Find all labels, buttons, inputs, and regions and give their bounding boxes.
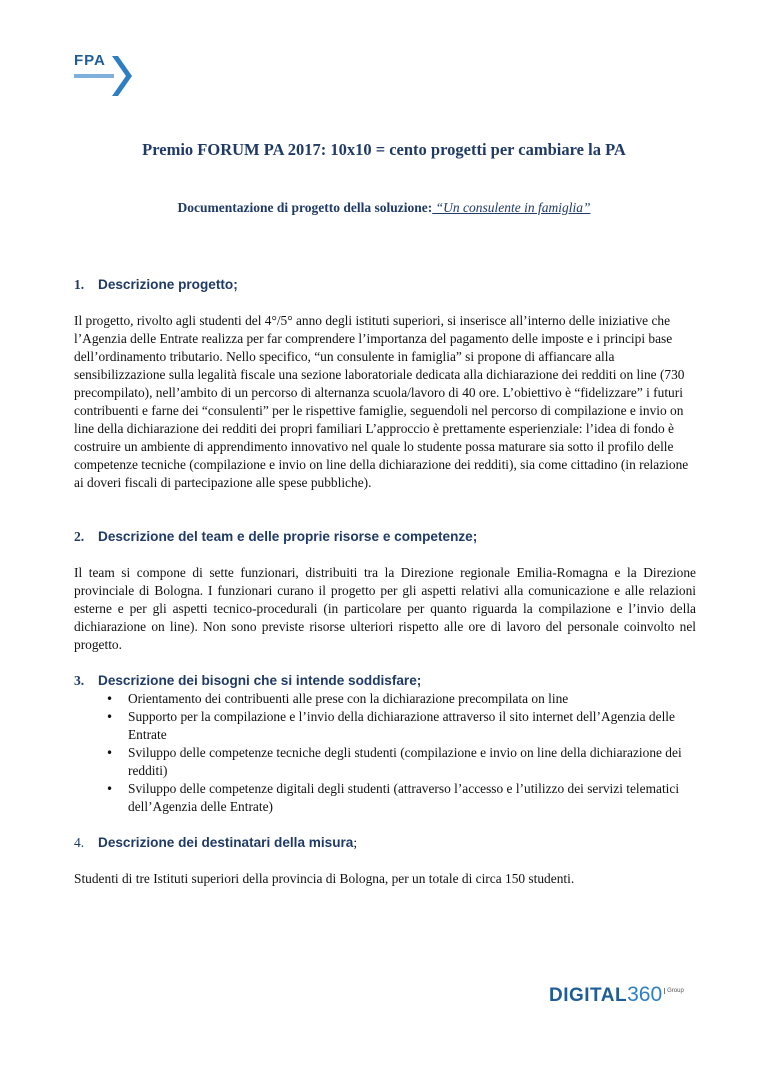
needs-list xyxy=(74,690,696,816)
section-2-paragraph: Il team si compone di sette funzionari, distribuiti tra la Direzione regionale Emilia-Romagna e la Direzione provinciale di Bologna. I funzionari curano il progetto per gli aspetti relativi alla comunicazione e alle relazioni esterne e per gli aspetti tecnico-procedurali (in particolare per quanto riguarda la compilazione e l’invio della dichiarazione on line). Non sono previste risorse ulteriori rispetto alle ore di lavoro del personale coinvolto nel progetto. xyxy=(74,565,696,652)
page-subtitle xyxy=(0,200,768,216)
list-item: • Orientamento dei contribuenti alle prese con la dichiarazione precompilata on line xyxy=(128,690,696,708)
fpa-logo xyxy=(74,52,136,96)
brand-main: DIGITAL xyxy=(549,985,628,1006)
section-4-heading: 4. Descrizione dei destinatari della misura; xyxy=(74,835,358,850)
list-item: • Supporto per la compilazione e l’invio della dichiarazione attraverso il sito internet dell’Agenzia delle Entrate xyxy=(128,708,696,744)
page-title: Premio FORUM PA 2017: 10x10 = cento progetti per cambiare la PA xyxy=(142,140,626,159)
list-item: • Sviluppo delle competenze tecniche degli studenti (compilazione e invio on line della dichiarazione dei redditi) xyxy=(128,744,696,780)
fpa-logo-text: FPA xyxy=(74,52,106,69)
section-3-heading: 3. Descrizione dei bisogni che si intende soddisfare; xyxy=(74,673,422,688)
list-item: • Sviluppo delle competenze digitali degli studenti (attraverso l’accesso e l’utilizzo dei servizi telematici dell’Agenzia delle Entrate) xyxy=(128,780,696,816)
section-4-paragraph: Studenti di tre Istituti superiori della provincia di Bologna, per un totale di circa 150 studenti. xyxy=(74,871,575,886)
solution-name: “Un consulente in famiglia” xyxy=(432,200,591,215)
subtitle-label: Documentazione di progetto della soluzione: xyxy=(177,200,433,215)
brand-group: Group xyxy=(664,988,684,994)
section-1-heading: 1. Descrizione progetto; xyxy=(74,277,238,292)
digital360-logo xyxy=(549,983,699,1009)
section-2-heading: 2. Descrizione del team e delle proprie risorse e competenze; xyxy=(74,529,478,544)
document-body xyxy=(74,276,696,888)
section-1-paragraph: Il progetto, rivolto agli studenti del 4°/5° anno degli istituti superiori, si inserisce all’interno delle iniziative che l’Agenzia delle Entrate realizza per far comprendere l’importanza del pagamento delle imposte e i principi base dell’ordinamento tributario. Nello specifico, “un consulente in famiglia” si propone di affiancare alla sensibilizzazione sulla legalità fiscale una sezione laboratoriale dedicata alla dichiarazione dei redditi on line (730 precompilato), nell’ambito di un percorso di alternanza scuola/lavoro di 40 ore. L’obiettivo è “fidelizzare” i futuri contribuenti e farne dei “consulenti” per le rispettive famiglie, seguendoli nel percorso di compilazione e invio on line della dichiarazione dei redditi dei propri familiari L’approccio è prettamente esperienziale: l’idea di fondo è costruire un ambiente di apprendimento innovativo nel quale lo studente possa maturare sia sotto il profilo delle competenze tecniche (compilazione e invio on line della dichiarazione dei redditi), sia come cittadino (in relazione ai doveri fiscali di partecipazione alle spese pubbliche). xyxy=(74,313,689,490)
brand-number: 360 xyxy=(627,983,663,1006)
